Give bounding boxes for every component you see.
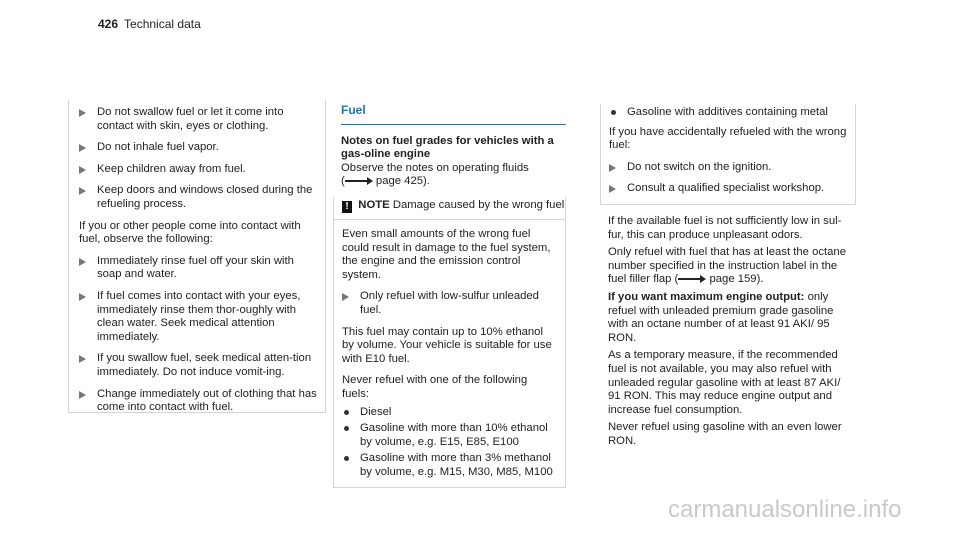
note-heading: ! NOTE Damage caused by the wrong fuel	[334, 197, 565, 220]
arrow-icon	[79, 187, 86, 195]
list-item: Do not switch on the ignition.	[609, 161, 847, 175]
page-header	[98, 17, 201, 31]
paragraph: If you have accidentally refueled with the wrong fuel:	[609, 125, 847, 152]
list-item: Diesel	[342, 406, 557, 420]
warning-icon: !	[342, 201, 352, 213]
list-item: Keep children away from fuel.	[79, 163, 317, 177]
bullet-icon	[344, 456, 349, 461]
list-item: Gasoline with more than 3% methanol by volume, e.g. M15, M30, M85, M100	[342, 452, 557, 479]
list-item: Only refuel with low-sulfur unleaded fuel.	[342, 290, 557, 317]
reference-arrow-icon	[678, 275, 706, 283]
bullet-icon	[611, 110, 616, 115]
section-name: Technical data	[124, 17, 201, 31]
observe-text: Observe the notes on operating fluids	[341, 161, 529, 174]
list-item: If you swallow fuel, seek medical atten-tion immediately. Do not induce vomit-ing.	[79, 352, 317, 379]
observe-reference: ( page 425).	[341, 175, 430, 188]
arrow-icon	[609, 185, 616, 193]
arrow-icon	[79, 258, 86, 266]
subheading: Notes on fuel grades for vehicles with a gas-oline engine	[341, 134, 554, 161]
arrow-icon	[609, 164, 616, 172]
paragraph: If you want maximum engine output: only refuel with unleaded premium grade gasoline with an octane number of at least 91 AKI/ 95 RON.	[608, 290, 834, 344]
arrow-icon	[79, 109, 86, 117]
arrow-icon	[79, 391, 86, 399]
paragraph: Never refuel using gasoline with an even lower RON.	[608, 421, 842, 447]
arrow-icon	[79, 166, 86, 174]
list-item: Gasoline with additives containing metal	[609, 106, 847, 120]
column-3	[608, 104, 856, 448]
section-title: Fuel	[341, 103, 366, 117]
list-item: If fuel comes into contact with your eyes, immediately rinse them thor-oughly with clean water. Seek medical attention immediately.	[79, 290, 317, 344]
section-rule	[341, 124, 566, 125]
paragraph: Never refuel with one of the following fuels:	[342, 374, 528, 400]
paragraph: Only refuel with fuel that has at least the octane number specified in the instruction label in the fuel filler flap ( page 159).	[608, 246, 847, 286]
list-item: Keep doors and windows closed during the refueling process.	[79, 184, 317, 211]
bullet-icon	[344, 426, 349, 431]
list-item: Change immediately out of clothing that has come into contact with fuel.	[79, 388, 317, 415]
arrow-icon	[79, 355, 86, 363]
reference-arrow-icon	[345, 177, 373, 185]
page-number: 426	[98, 17, 119, 31]
arrow-icon	[79, 293, 86, 301]
paragraph: If the available fuel is not sufficiently low in sul-fur, this can produce unpleasant odors.	[608, 214, 842, 241]
list-item: Gasoline with more than 10% ethanol by volume, e.g. E15, E85, E100	[342, 422, 557, 449]
column-2	[341, 104, 566, 488]
paragraph: As a temporary measure, if the recommended fuel is not available, you may also refuel with unleaded regular gasoline with at least 87 AKI/ 91 RON. This may reduce engine output and increase fuel consumption.	[608, 349, 841, 416]
note-box	[333, 197, 566, 489]
paragraph: Even small amounts of the wrong fuel could result in damage to the fuel system, the engine and the emission control system.	[342, 227, 551, 281]
list-item: Do not inhale fuel vapor.	[79, 141, 317, 155]
watermark-text: carmanualsonline.info	[668, 496, 902, 523]
arrow-icon	[342, 293, 349, 301]
list-item: Do not swallow fuel or let it come into contact with skin, eyes or clothing.	[79, 106, 317, 133]
paragraph: If you or other people come into contact with fuel, observe the following:	[79, 219, 301, 246]
arrow-icon	[79, 144, 86, 152]
list-item: Consult a qualified specialist workshop.	[609, 182, 847, 196]
column-1	[68, 100, 326, 413]
list-item: Immediately rinse fuel off your skin with soap and water.	[79, 255, 317, 282]
paragraph: This fuel may contain up to 10% ethanol by volume. Your vehicle is suitable for use with E10 fuel.	[342, 325, 552, 365]
bullet-icon	[344, 410, 349, 415]
warning-continuation-box	[600, 104, 856, 205]
